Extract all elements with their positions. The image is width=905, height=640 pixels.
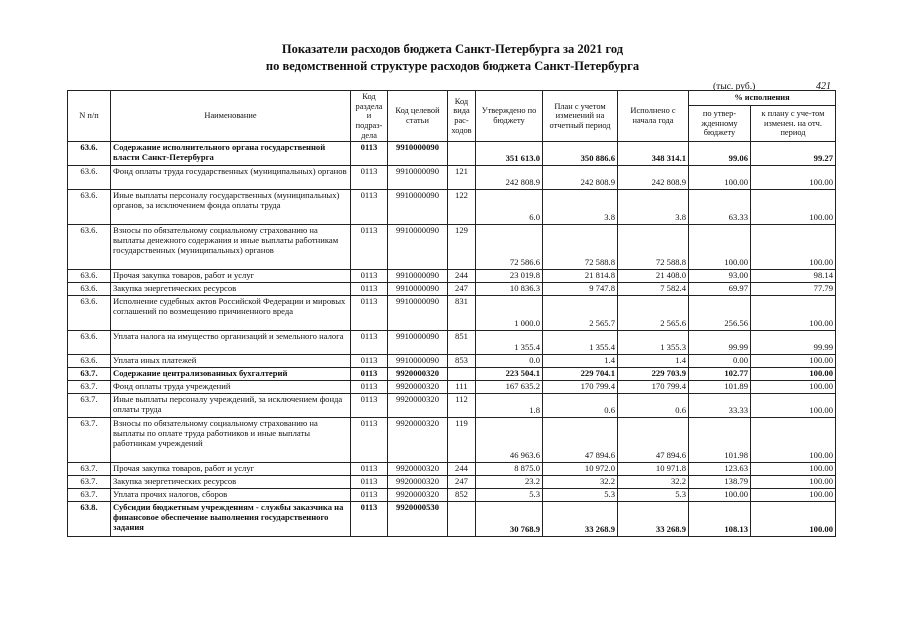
row-name: Прочая закупка товаров, работ и услуг — [111, 270, 351, 283]
row-executed-amount: 33 268.9 — [618, 502, 689, 537]
row-pct-plan: 100.00 — [751, 355, 836, 368]
row-num: 63.6. — [68, 331, 111, 355]
table-row — [68, 502, 836, 537]
row-num: 63.7. — [68, 463, 111, 476]
table-body — [68, 142, 836, 537]
row-pct-plan: 100.00 — [751, 381, 836, 394]
row-approved-amount: 72 586.6 — [476, 225, 543, 270]
row-plan-amount: 9 747.8 — [543, 283, 618, 296]
document-title: Показатели расходов бюджета Санкт-Петербурга за 2021 год — [281, 42, 624, 56]
row-plan-amount: 32.2 — [543, 476, 618, 489]
row-plan-amount: 350 886.6 — [543, 142, 618, 166]
row-num: 63.6. — [68, 283, 111, 296]
units-label: (тыс. руб.) — [713, 82, 756, 92]
row-executed-amount: 10 971.8 — [618, 463, 689, 476]
row-num: 63.6. — [68, 270, 111, 283]
row-expense-type: 247 — [448, 476, 476, 489]
row-approved-amount: 242 808.9 — [476, 166, 543, 190]
row-executed-amount: 170 799.4 — [618, 381, 689, 394]
row-section-code: 0113 — [351, 489, 388, 502]
row-num: 63.6. — [68, 355, 111, 368]
row-executed-amount: 7 582.4 — [618, 283, 689, 296]
row-section-code: 0113 — [351, 368, 388, 381]
row-executed-amount: 2 565.6 — [618, 296, 689, 331]
row-name: Взносы по обязательному социальному страхованию на выплаты денежного содержания и иные выплаты работникам государственных (муниципальных) органов — [111, 225, 351, 270]
row-pct-plan: 100.00 — [751, 296, 836, 331]
row-approved-amount: 5.3 — [476, 489, 543, 502]
row-name: Иные выплаты персоналу учреждений, за исключением фонда оплаты труда — [111, 394, 351, 418]
row-num: 63.6. — [68, 166, 111, 190]
row-name: Закупка энергетических ресурсов — [111, 476, 351, 489]
row-pct-plan: 100.00 — [751, 225, 836, 270]
row-approved-amount: 0.0 — [476, 355, 543, 368]
row-target-code: 9920000320 — [388, 476, 448, 489]
row-expense-type — [448, 368, 476, 381]
row-expense-type: 853 — [448, 355, 476, 368]
row-section-code: 0113 — [351, 190, 388, 225]
row-pct-plan: 99.27 — [751, 142, 836, 166]
row-executed-amount: 1 355.3 — [618, 331, 689, 355]
row-expense-type: 244 — [448, 270, 476, 283]
row-name: Иные выплаты персоналу государственных (муниципальных) органов, за исключением фонда оплаты труда — [111, 190, 351, 225]
table-row — [68, 190, 836, 225]
row-pct-plan: 77.79 — [751, 283, 836, 296]
row-section-code: 0113 — [351, 296, 388, 331]
row-target-code: 9920000320 — [388, 368, 448, 381]
row-approved-amount: 1.8 — [476, 394, 543, 418]
row-num: 63.6. — [68, 225, 111, 270]
table-row — [68, 225, 836, 270]
row-section-code: 0113 — [351, 476, 388, 489]
row-num: 63.6. — [68, 190, 111, 225]
row-section-code: 0113 — [351, 283, 388, 296]
row-executed-amount: 3.8 — [618, 190, 689, 225]
row-executed-amount: 21 408.0 — [618, 270, 689, 283]
row-num: 63.6. — [68, 296, 111, 331]
row-section-code: 0113 — [351, 418, 388, 463]
header-type: Код вида рас-ходов — [448, 91, 476, 142]
row-target-code: 9920000320 — [388, 381, 448, 394]
row-plan-amount: 33 268.9 — [543, 502, 618, 537]
row-approved-amount: 23 019.8 — [476, 270, 543, 283]
table-row — [68, 381, 836, 394]
row-expense-type: 119 — [448, 418, 476, 463]
row-section-code: 0113 — [351, 270, 388, 283]
row-target-code: 9910000090 — [388, 331, 448, 355]
row-plan-amount: 3.8 — [543, 190, 618, 225]
row-target-code: 9910000090 — [388, 355, 448, 368]
row-name: Взносы по обязательному социальному страхованию на выплаты по оплате труда работников и иные выплаты работникам учреждений — [111, 418, 351, 463]
header-executed: Исполнено с начала года — [618, 91, 689, 142]
row-executed-amount: 1.4 — [618, 355, 689, 368]
row-name: Содержание централизованных бухгалтерий — [111, 368, 351, 381]
row-name: Фонд оплаты труда учреждений — [111, 381, 351, 394]
row-expense-type: 851 — [448, 331, 476, 355]
row-target-code: 9910000090 — [388, 270, 448, 283]
header-plan: План с учетом изменений на отчетный период — [543, 91, 618, 142]
row-pct-plan: 100.00 — [751, 476, 836, 489]
row-pct-approved: 63.33 — [689, 190, 751, 225]
header-section: Код раздела и подраз-дела — [351, 91, 388, 142]
table-row — [68, 394, 836, 418]
row-plan-amount: 10 972.0 — [543, 463, 618, 476]
row-plan-amount: 1.4 — [543, 355, 618, 368]
row-pct-approved: 101.98 — [689, 418, 751, 463]
row-pct-approved: 100.00 — [689, 225, 751, 270]
table-row — [68, 142, 836, 166]
row-expense-type: 247 — [448, 283, 476, 296]
row-pct-plan: 100.00 — [751, 166, 836, 190]
row-pct-plan: 100.00 — [751, 394, 836, 418]
row-executed-amount: 5.3 — [618, 489, 689, 502]
row-pct-approved: 0.00 — [689, 355, 751, 368]
row-pct-approved: 123.63 — [689, 463, 751, 476]
row-target-code: 9920000320 — [388, 489, 448, 502]
row-pct-approved: 101.89 — [689, 381, 751, 394]
row-num: 63.7. — [68, 418, 111, 463]
row-section-code: 0113 — [351, 355, 388, 368]
row-pct-approved: 69.97 — [689, 283, 751, 296]
row-name: Закупка энергетических ресурсов — [111, 283, 351, 296]
header-pct-plan: к плану с уче-том изменен. на отч. период — [751, 105, 836, 142]
row-approved-amount: 10 836.3 — [476, 283, 543, 296]
table-row — [68, 368, 836, 381]
row-expense-type — [448, 142, 476, 166]
row-section-code: 0113 — [351, 225, 388, 270]
row-approved-amount: 6.0 — [476, 190, 543, 225]
row-pct-plan: 100.00 — [751, 368, 836, 381]
row-approved-amount: 223 504.1 — [476, 368, 543, 381]
row-expense-type: 121 — [448, 166, 476, 190]
row-section-code: 0113 — [351, 502, 388, 537]
row-target-code: 9920000320 — [388, 418, 448, 463]
header-target: Код целевой статьи — [388, 91, 448, 142]
row-section-code: 0113 — [351, 463, 388, 476]
row-executed-amount: 348 314.1 — [618, 142, 689, 166]
row-plan-amount: 229 704.1 — [543, 368, 618, 381]
row-pct-plan: 98.14 — [751, 270, 836, 283]
row-pct-plan: 100.00 — [751, 463, 836, 476]
row-pct-approved: 102.77 — [689, 368, 751, 381]
row-expense-type: 244 — [448, 463, 476, 476]
row-approved-amount: 8 875.0 — [476, 463, 543, 476]
row-target-code: 9910000090 — [388, 225, 448, 270]
row-target-code: 9910000090 — [388, 283, 448, 296]
row-plan-amount: 170 799.4 — [543, 381, 618, 394]
row-pct-approved: 256.56 — [689, 296, 751, 331]
row-num: 63.7. — [68, 394, 111, 418]
row-approved-amount: 30 768.9 — [476, 502, 543, 537]
row-target-code: 9920000530 — [388, 502, 448, 537]
row-target-code: 9910000090 — [388, 166, 448, 190]
row-num: 63.7. — [68, 476, 111, 489]
table-row — [68, 476, 836, 489]
header-name: Наименование — [111, 91, 351, 142]
row-pct-approved: 99.06 — [689, 142, 751, 166]
row-plan-amount: 2 565.7 — [543, 296, 618, 331]
row-target-code: 9910000090 — [388, 190, 448, 225]
row-section-code: 0113 — [351, 166, 388, 190]
page-number: 421 — [816, 81, 831, 92]
row-pct-plan: 99.99 — [751, 331, 836, 355]
row-plan-amount: 21 814.8 — [543, 270, 618, 283]
row-num: 63.8. — [68, 502, 111, 537]
header-approved: Утверждено по бюджету — [476, 91, 543, 142]
row-plan-amount: 5.3 — [543, 489, 618, 502]
row-executed-amount: 32.2 — [618, 476, 689, 489]
row-expense-type: 831 — [448, 296, 476, 331]
row-plan-amount: 72 588.8 — [543, 225, 618, 270]
table-row — [68, 283, 836, 296]
row-expense-type: 129 — [448, 225, 476, 270]
row-plan-amount: 47 894.6 — [543, 418, 618, 463]
row-pct-approved: 99.99 — [689, 331, 751, 355]
row-pct-approved: 100.00 — [689, 166, 751, 190]
row-name: Фонд оплаты труда государственных (муниципальных) органов — [111, 166, 351, 190]
row-executed-amount: 47 894.6 — [618, 418, 689, 463]
row-pct-approved: 33.33 — [689, 394, 751, 418]
row-target-code: 9920000320 — [388, 394, 448, 418]
budget-table — [67, 90, 836, 537]
row-section-code: 0113 — [351, 142, 388, 166]
row-executed-amount: 0.6 — [618, 394, 689, 418]
row-approved-amount: 1 000.0 — [476, 296, 543, 331]
row-pct-plan: 100.00 — [751, 418, 836, 463]
row-approved-amount: 351 613.0 — [476, 142, 543, 166]
row-approved-amount: 46 963.6 — [476, 418, 543, 463]
row-num: 63.6. — [68, 142, 111, 166]
row-target-code: 9910000090 — [388, 142, 448, 166]
header-pct-group: % исполнения — [689, 91, 836, 106]
row-approved-amount: 167 635.2 — [476, 381, 543, 394]
row-executed-amount: 242 808.9 — [618, 166, 689, 190]
header-num: N п/п — [68, 91, 111, 142]
row-section-code: 0113 — [351, 394, 388, 418]
row-plan-amount: 1 355.4 — [543, 331, 618, 355]
row-executed-amount: 72 588.8 — [618, 225, 689, 270]
row-name: Прочая закупка товаров, работ и услуг — [111, 463, 351, 476]
row-num: 63.7. — [68, 489, 111, 502]
row-plan-amount: 242 808.9 — [543, 166, 618, 190]
row-expense-type — [448, 502, 476, 537]
row-name: Исполнение судебных актов Российской Федерации и мировых соглашений по возмещению причиненного вреда — [111, 296, 351, 331]
row-pct-plan: 100.00 — [751, 190, 836, 225]
table-row — [68, 418, 836, 463]
row-name: Субсидии бюджетным учреждениям - службы заказчика на финансовое обеспечение выполнения государственного задания — [111, 502, 351, 537]
row-pct-plan: 100.00 — [751, 489, 836, 502]
row-pct-plan: 100.00 — [751, 502, 836, 537]
row-approved-amount: 23.2 — [476, 476, 543, 489]
row-section-code: 0113 — [351, 381, 388, 394]
row-name: Уплата прочих налогов, сборов — [111, 489, 351, 502]
row-expense-type: 111 — [448, 381, 476, 394]
row-pct-approved: 108.13 — [689, 502, 751, 537]
row-approved-amount: 1 355.4 — [476, 331, 543, 355]
row-name: Уплата налога на имущество организаций и земельного налога — [111, 331, 351, 355]
row-target-code: 9910000090 — [388, 296, 448, 331]
row-pct-approved: 93.00 — [689, 270, 751, 283]
row-name: Уплата иных платежей — [111, 355, 351, 368]
row-expense-type: 852 — [448, 489, 476, 502]
row-name: Содержание исполнительного органа государственной власти Санкт-Петербурга — [111, 142, 351, 166]
table-row — [68, 355, 836, 368]
row-pct-approved: 100.00 — [689, 489, 751, 502]
table-row — [68, 296, 836, 331]
header-pct-approved: по утвер-жденному бюджету — [689, 105, 751, 142]
row-executed-amount: 229 703.9 — [618, 368, 689, 381]
row-pct-approved: 138.79 — [689, 476, 751, 489]
table-row — [68, 463, 836, 476]
row-expense-type: 122 — [448, 190, 476, 225]
row-num: 63.7. — [68, 381, 111, 394]
table-row — [68, 166, 836, 190]
table-row — [68, 331, 836, 355]
row-section-code: 0113 — [351, 331, 388, 355]
row-expense-type: 112 — [448, 394, 476, 418]
table-row — [68, 270, 836, 283]
row-target-code: 9920000320 — [388, 463, 448, 476]
row-plan-amount: 0.6 — [543, 394, 618, 418]
document-subtitle: по ведомственной структуре расходов бюджета Санкт-Петербурга — [265, 59, 640, 73]
table-row — [68, 489, 836, 502]
row-num: 63.7. — [68, 368, 111, 381]
